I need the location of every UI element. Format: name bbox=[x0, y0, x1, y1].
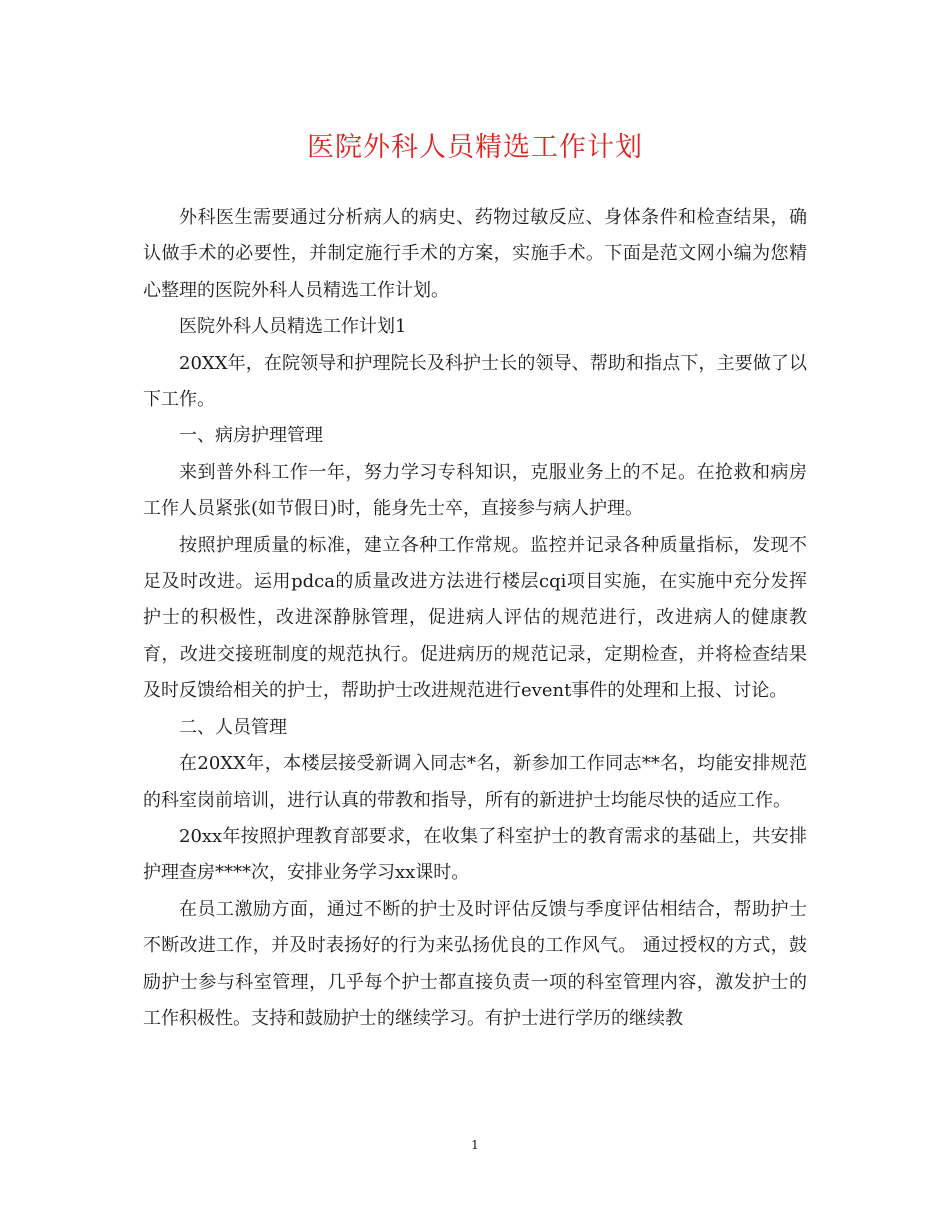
staff-paragraph-2: 20xx年按照护理教育部要求，在收集了科室护士的教育需求的基础上，共安排护理查房****次，安排业务学习xx课时。 bbox=[143, 825, 807, 884]
plan-heading: 医院外科人员精选工作计划1 bbox=[179, 316, 407, 338]
intro-paragraph: 外科医生需要通过分析病人的病史、药物过敏反应、身体条件和检查结果，确认做手术的必要性，并制定施行手术的方案，实施手术。下面是范文网小编为您精心整理的医院外科人员精选工作计划。 bbox=[143, 207, 807, 301]
summary-paragraph: 20XX年，在院领导和护理院长及科护士长的领导、帮助和指点下，主要做了以下工作。 bbox=[143, 352, 807, 411]
section-heading-staff-management: 二、人员管理 bbox=[179, 716, 287, 738]
page-number: 1 bbox=[471, 1138, 479, 1152]
ward-paragraph-1: 来到普外科工作一年，努力学习专科知识，克服业务上的不足。在抢救和病房工作人员紧张(如节假日)时，能身先士卒，直接参与病人护理。 bbox=[143, 461, 807, 520]
staff-paragraph-3: 在员工激励方面，通过不断的护士及时评估反馈与季度评估相结合，帮助护士不断改进工作，并及时表扬好的行为来弘扬优良的工作风气。 通过授权的方式，鼓励护士参与科室管理，几乎每个护士都直接负责一项的科室管理内容，激发护士的工作积极性。支持和鼓励护士的继续学习。有护士进行学历的继续教 bbox=[143, 898, 807, 1029]
document-title: 医院外科人员精选工作计划 bbox=[307, 132, 643, 163]
staff-paragraph-1: 在20XX年，本楼层接受新调入同志*名，新参加工作同志**名，均能安排规范的科室岗前培训，进行认真的带教和指导，所有的新进护士均能尽快的适应工作。 bbox=[143, 753, 807, 811]
ward-paragraph-2: 按照护理质量的标准，建立各种工作常规。监控并记录各种质量指标，发现不足及时改进。运用pdca的质量改进方法进行楼层cqi项目实施，在实施中充分发挥护士的积极性，改进深静脉管理，促进病人评估的规范进行，改进病人的健康教育，改进交接班制度的规范执行。促进病历的规范记录，定期检查，并将检查结果及时反馈给相关的护士，帮助护士改进规范进行event事件的处理和上报、讨论。 bbox=[143, 534, 807, 702]
section-heading-ward-management: 一、病房护理管理 bbox=[179, 425, 323, 447]
document-body bbox=[143, 200, 807, 1037]
